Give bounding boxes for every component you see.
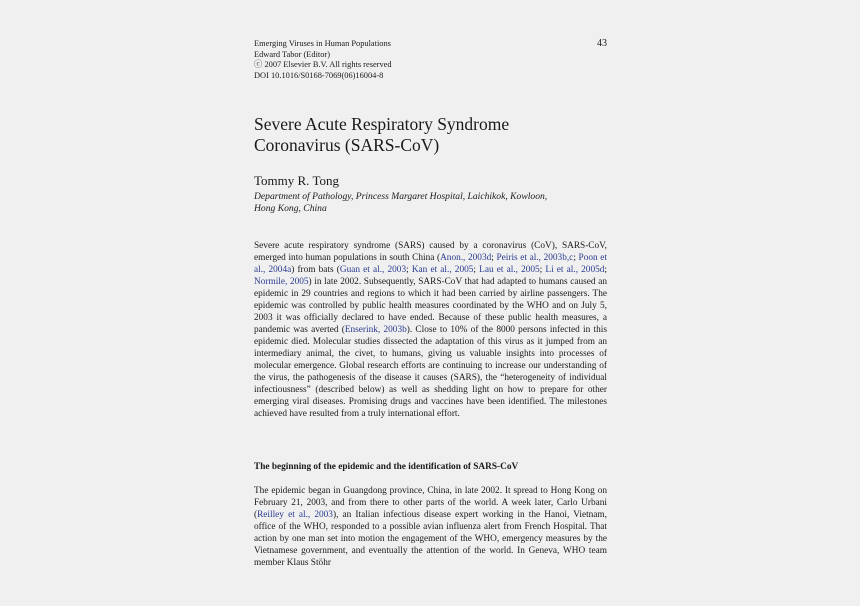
- body-text: ), an Italian infectious disease expert working in the Hanoi, Vietnam, office of the WHO, responded to a possible avian influenza alert from French Hospital. That action by one man set into motion the engagement of the WHO, emergency measures by the Vietnamese government, and eventually the attention of the world. In Geneva, WHO team member Klaus Stöhr: [254, 510, 607, 568]
- abstract-text: ) from bats (: [291, 265, 340, 275]
- citation-link[interactable]: Lau et al., 2005: [479, 265, 540, 275]
- abstract-text: ;: [406, 265, 412, 275]
- citation-link[interactable]: Reilley et al., 2003: [257, 510, 333, 520]
- citation-link[interactable]: Anon., 2003d: [440, 253, 492, 263]
- chapter-title-line-1: Severe Acute Respiratory Syndrome: [254, 114, 510, 134]
- author-name: Tommy R. Tong: [254, 173, 339, 188]
- chapter-title-line-2: Coronavirus (SARS-CoV): [254, 135, 440, 155]
- affiliation-line-1: Department of Pathology, Princess Margaret Hospital, Laichikok, Kowloon,: [254, 191, 548, 202]
- body-text: The epidemic began in Guangdong province, China, in late 2002. It spread to Hong Kong on February 21, 2003, and from there to other parts of the world. A week later, Carlo Urbani (: [254, 486, 607, 520]
- abstract-text: ;: [604, 265, 607, 275]
- citation-link[interactable]: Li et al., 2005d: [545, 265, 605, 275]
- citation-link[interactable]: Kan et al., 2005: [411, 265, 474, 275]
- abstract-text: ;: [539, 265, 546, 275]
- abstract-text: ;: [473, 265, 480, 275]
- header-book-title: Emerging Viruses in Human Populations: [254, 39, 391, 48]
- abstract-paragraph: [254, 240, 607, 420]
- abstract-text: Severe acute respiratory syndrome (SARS) caused by a coronavirus (CoV), SARS-CoV, emerged into human populations in south China (: [254, 241, 607, 263]
- abstract-text: ) in late 2002. Subsequently, SARS-CoV that had adapted to humans caused an epidemic in 29 countries and regions to which it had been carried by airline passengers. The epidemic was controlled by public health measures coordinated by the WHO and on July 5, 2003 it was officially declared to have ended. Because of these public health measures, a pandemic was averted (: [254, 277, 607, 335]
- citation-link[interactable]: Enserink, 2003b: [344, 325, 407, 335]
- body-paragraph: [254, 485, 607, 569]
- citation-link[interactable]: Normile, 2005: [254, 277, 309, 287]
- journal-header: [254, 39, 607, 81]
- citation-link[interactable]: Guan et al., 2003: [339, 265, 407, 275]
- abstract-text: ;: [491, 253, 497, 263]
- section-heading: The beginning of the epidemic and the identification of SARS-CoV: [254, 462, 519, 472]
- author-affiliation: [254, 191, 607, 215]
- header-editor: Edward Tabor (Editor): [254, 49, 331, 59]
- abstract-text: ;: [573, 253, 579, 263]
- header-doi: DOI 10.1016/S0168-7069(06)16004-8: [254, 70, 384, 80]
- abstract-text: ). Close to 10% of the 8000 persons infected in this epidemic died. Molecular studies dissected the adaptation of this virus as it jumped from an intermediary animal, the civet, to humans, giving us valuable insights into processes of molecular emergence. Global research efforts are continuing to increase our understanding of the virus, the pathogenesis of the disease it causes (SARS), the “heterogeneity of individual infectiousness” (described below) as well as shedding light on how to prepare for other emerging viral diseases. Promising drugs and vaccines have been identified. The milestones achieved have resulted from a truly international effort.: [254, 325, 607, 419]
- citation-link[interactable]: Peiris et al., 2003b,c: [496, 253, 574, 263]
- citation-link[interactable]: Poon et al., 2004a: [254, 253, 607, 275]
- affiliation-line-2: Hong Kong, China: [254, 203, 327, 214]
- page-number: 43: [597, 38, 607, 49]
- chapter-title: [254, 114, 614, 156]
- header-copyright: ⓒ 2007 Elsevier B.V. All rights reserved: [254, 60, 392, 70]
